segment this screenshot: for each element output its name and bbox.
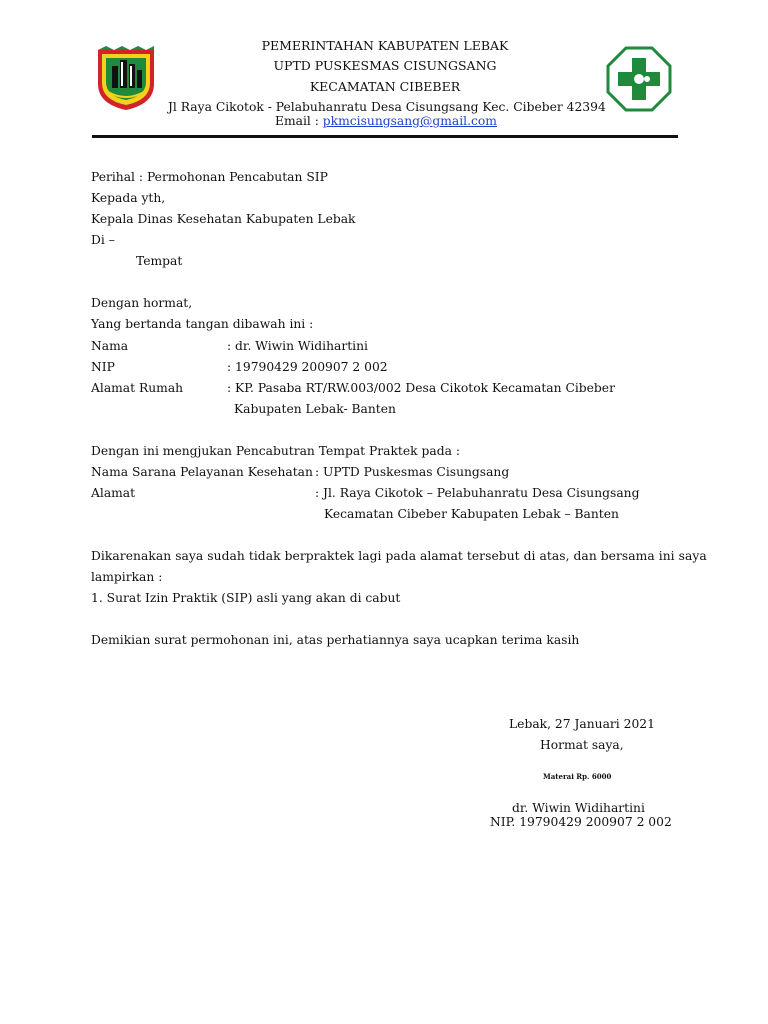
di: Di – [91,233,115,247]
facility-label-name: Nama Sarana Pelayanan Kesehatan [91,465,313,479]
facility-value-address: : Jl. Raya Cikotok – Pelabuhanratu Desa Cisungsang [315,486,640,500]
facility-value-name: : UPTD Puskesmas Cisungsang [315,465,510,479]
identity-label-nip: NIP [91,360,115,374]
materai-stamp: Materai Rp. 6000 [543,772,612,781]
kepada: Kepada yth, [91,191,166,205]
signer-nip: NIP. 19790429 200907 2 002 [490,815,672,829]
puskesmas-cross-logo-icon [606,46,672,112]
recipient: Kepala Dinas Kesehatan Kabupaten Lebak [91,212,356,226]
body-line-2: lampirkan : [91,570,163,584]
closing: Demikian surat permohonan ini, atas perhatiannya saya ucapkan terima kasih [91,633,580,647]
email-label: Email : [275,114,323,128]
identity-value-address: : KP. Pasaba RT/RW.003/002 Desa Cikotok Kecamatan Cibeber [227,381,615,395]
signer-name: dr. Wiwin Widihartini [512,801,645,815]
facility-address-cont: Kecamatan Cibeber Kabupaten Lebak – Banten [324,507,619,521]
identity-value-name: : dr. Wiwin Widihartini [227,339,368,353]
place-date: Lebak, 27 Januari 2021 [509,717,655,731]
header-line-2: UPTD PUSKESMAS CISUNGSANG [273,58,497,73]
facility-label-address: Alamat [91,486,136,500]
header-divider [92,135,678,138]
tempat: Tempat [136,254,183,268]
identity-value-nip: : 19790429 200907 2 002 [227,360,388,374]
identity-label-name: Nama [91,339,129,353]
request: Dengan ini mengjukan Pencabutran Tempat Praktek pada : [91,444,460,458]
header-line-1: PEMERINTAHAN KABUPATEN LEBAK [261,38,509,53]
regards: Hormat saya, [540,738,624,752]
body-line-1: Dikarenakan saya sudah tidak berpraktek lagi pada alamat tersebut di atas, dan bersama ini saya [91,549,707,563]
perihal: Perihal : Permohonan Pencabutan SIP [91,170,328,184]
header-email-row [275,114,497,128]
kabupaten-lebak-emblem-icon [94,44,158,112]
header-address: Jl Raya Cikotok - Pelabuhanratu Desa Cisungsang Kec. Cibeber 42394 [168,100,606,114]
identity-label-address: Alamat Rumah [91,381,184,395]
identity-address-cont: Kabupaten Lebak- Banten [234,402,396,416]
salam: Dengan hormat, [91,296,193,310]
attachment-item: 1. Surat Izin Praktik (SIP) asli yang akan di cabut [91,591,401,605]
intro: Yang bertanda tangan dibawah ini : [91,317,314,331]
email-link[interactable]: pkmcisungsang@gmail.com [322,114,497,128]
header-line-3: KECAMATAN CIBEBER [309,79,461,94]
